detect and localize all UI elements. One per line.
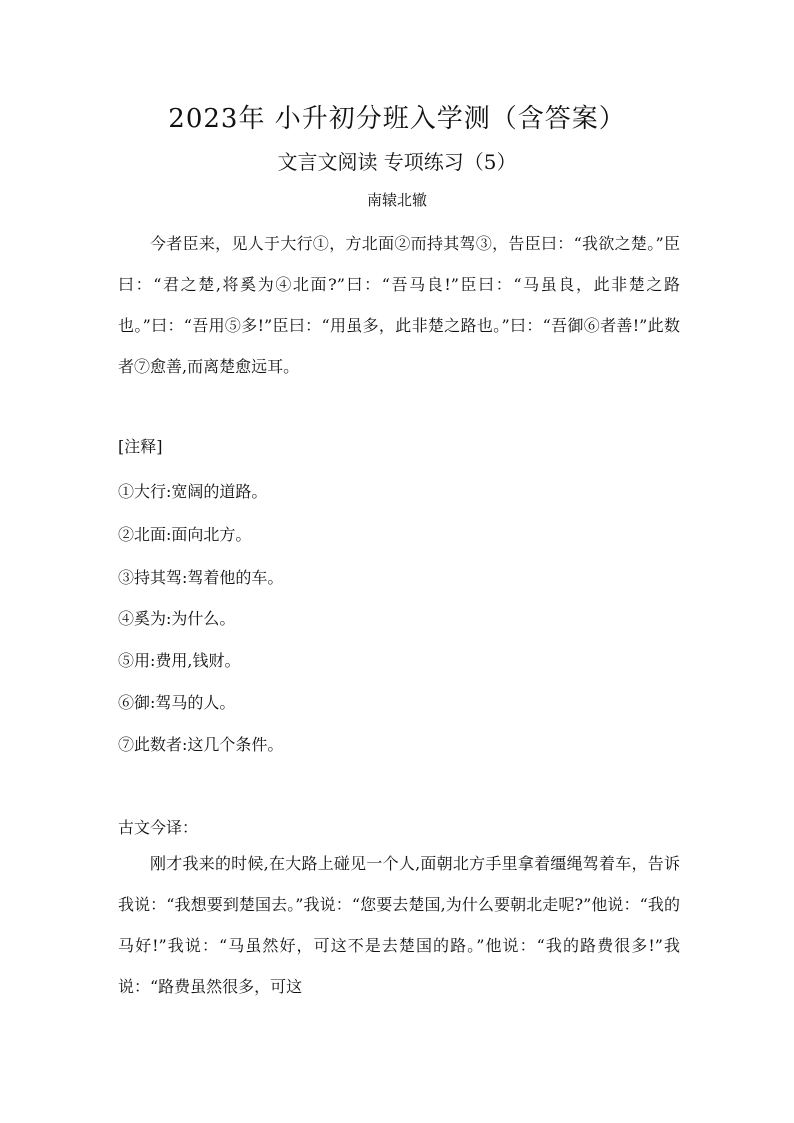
- page-subtitle: 文言文阅读 专项练习（5）: [277, 150, 517, 174]
- note-item: ⑤用:费用,钱财。: [118, 651, 241, 670]
- notes-heading: [注释]: [118, 437, 163, 456]
- page-title: 2023年 小升初分班入学测（含答案）: [168, 104, 626, 134]
- note-item: ⑥御:驾马的人。: [118, 693, 236, 712]
- story-title: 南辕北辙: [366, 191, 427, 209]
- translation-text: 刚才我来的时候,在大路上碰见一个人,面朝北方手里拿着缰绳驾着车，告诉我说：“我想要到楚国去。”我说：“您要去楚国,为什么要朝北走呢?”他说：“我的马好!”我说：“马虽然好，可这不是去楚国的路。”他说：“我的路费很多!”我说：“路费虽然很多，可这: [118, 854, 680, 996]
- note-item: ③持其驾:驾着他的车。: [118, 568, 284, 587]
- translation-heading: 古文今译：: [118, 818, 199, 837]
- note-item: ①大行:宽阔的道路。: [118, 482, 268, 501]
- note-item: ④奚为:为什么。: [118, 609, 236, 628]
- note-item: ⑦此数者:这几个条件。: [118, 735, 284, 754]
- note-item: ②北面:面向北方。: [118, 525, 252, 544]
- original-text: 今者臣来，见人于大行①，方北面②而持其驾③，告臣曰：“我欲之楚。”臣曰：“君之楚,将奚为④北面?”曰：“吾马良!”臣曰：“马虽良，此非楚之路也。”曰：“吾用⑤多!”臣曰：“用虽多，此非楚之路也。”曰：“吾御⑥者善!”此数者⑦愈善,而离楚愈远耳。: [118, 234, 680, 376]
